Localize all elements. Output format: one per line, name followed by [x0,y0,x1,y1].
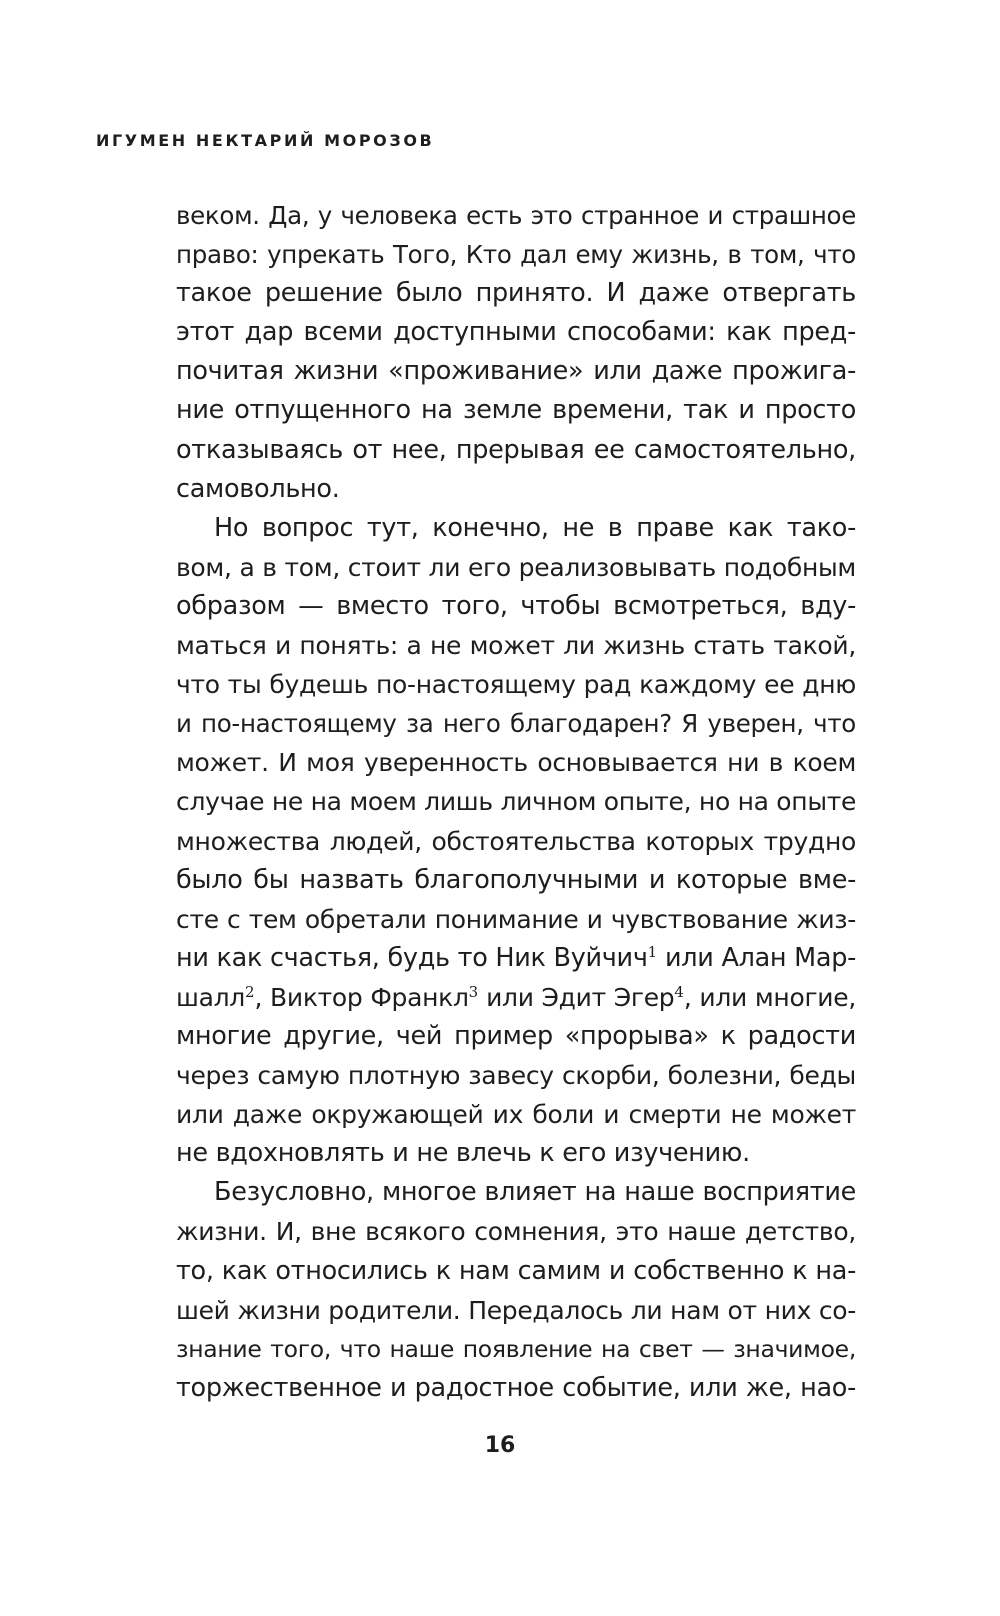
text-line: веком. Да, у человека есть это странное и страшное [176,201,856,230]
text-line: что ты будешь по-настоящему рад каждому ее дню [176,670,856,700]
text-line: образом — вместо того, чтобы всмотреться, вду- [176,590,856,621]
line-segment: или Алан Мар- [657,942,856,973]
running-head: ИГУМЕН НЕКТАРИЙ МОРОЗОВ [96,131,435,150]
text-line: торжественное и радостное событие, или же, нао- [176,1372,856,1403]
text-line: может. И моя уверенность основывается ни в коем [176,748,856,778]
text-line: не вдохновлять и не влечь к его изучению. [176,1138,750,1169]
footnote-ref-4[interactable]: 4 [674,982,684,1001]
text-line: Но вопрос тут, конечно, не в праве как тако- [214,512,856,543]
text-line: право: упрекать Того, Кто дал ему жизнь, в том, что [176,240,856,270]
text-line: вом, а в том, стоит ли его реализовывать подобным [176,552,856,582]
text-line-with-footnote [176,939,856,978]
text-line-with-footnotes [176,978,856,1017]
body-text [176,196,856,1408]
line-segment: ни как счастья, будь то Ник Вуйчич [176,942,648,973]
text-line: отказываясь от нее, прерывая ее самостоятельно, [176,434,856,465]
page-number: 16 [484,1433,516,1458]
text-line: или даже окружающей их боли и смерти не может [176,1100,856,1130]
text-line: через самую плотную завесу скорби, болезни, беды [176,1061,856,1091]
text-line: почитая жизни «проживание» или даже прожига- [176,356,856,387]
footnote-ref-3[interactable]: 3 [468,982,479,1001]
text-line: такое решение было принято. И даже отвергать [176,278,856,309]
text-line: случае не на моем лишь личном опыте, но на опыте [176,787,857,817]
line-segment: или Эдит Эгер [478,982,675,1012]
text-line: жизни. И, вне всякого сомнения, это наше детство, [176,1217,856,1247]
text-line: знание того, что наше появление на свет — значимое, [176,1334,856,1363]
text-line: то, как относились к нам самим и собственно к на- [176,1255,856,1286]
text-line: ние отпущенного на земле времени, так и просто [176,395,856,426]
line-segment: шалл [176,982,245,1012]
line-segment: , или многие, [683,982,856,1012]
text-line: сте с тем обретали понимание и чувствование жиз- [176,904,856,934]
text-line: множества людей, обстоятельства которых трудно [176,826,856,856]
text-line: этот дар всеми доступными способами: как пред- [176,317,856,348]
text-line: шей жизни родители. Передалось ли нам от них со- [176,1295,856,1325]
text-line: самовольно. [176,473,340,504]
footnote-ref-1[interactable]: 1 [647,942,658,961]
text-line: маться и понять: а не может ли жизнь стать такой, [176,631,856,661]
footnote-ref-2[interactable]: 2 [244,982,255,1001]
text-line: было бы назвать благополучными и которые вме- [176,864,856,895]
text-line: многие другие, чей пример «прорыва» к радости [176,1020,856,1051]
text-line: Безусловно, многое влияет на наше восприятие [214,1177,856,1208]
text-line: и по-настоящему за него благодарен? Я уверен, что [176,709,856,739]
line-segment: , Виктор Франкл [254,982,469,1012]
